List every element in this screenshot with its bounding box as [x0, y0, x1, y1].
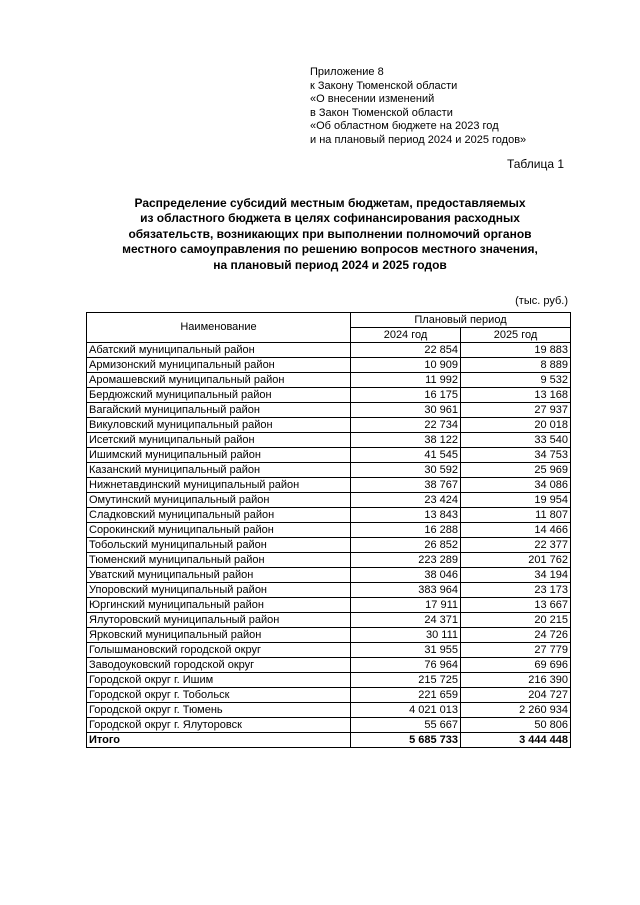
row-value-2025: 22 377 [461, 538, 571, 553]
row-value-2025: 27 937 [461, 403, 571, 418]
row-name: Ярковский муниципальный район [87, 628, 351, 643]
row-value-2024: 26 852 [351, 538, 461, 553]
unit-label: (тыс. руб.) [515, 295, 568, 307]
table-row [87, 493, 571, 508]
title-line: местного самоуправления по решению вопросов местного значения, [122, 242, 538, 257]
row-value-2024: 30 592 [351, 463, 461, 478]
row-value-2025: 11 807 [461, 508, 571, 523]
row-name: Голышмановский городской округ [87, 643, 351, 658]
row-name: Тюменский муниципальный район [87, 553, 351, 568]
row-value-2024: 4 021 013 [351, 703, 461, 718]
row-value-2025: 23 173 [461, 583, 571, 598]
row-name: Заводоуковский городской округ [87, 658, 351, 673]
appendix-line: и на плановый период 2024 и 2025 годов» [310, 133, 527, 146]
row-value-2025: 50 806 [461, 718, 571, 733]
row-value-2024: 221 659 [351, 688, 461, 703]
row-value-2024: 11 992 [351, 373, 461, 388]
table-row [87, 658, 571, 673]
row-value-2025: 8 889 [461, 358, 571, 373]
table-row [87, 343, 571, 358]
table-row [87, 373, 571, 388]
row-value-2024: 383 964 [351, 583, 461, 598]
title-line: на плановый период 2024 и 2025 годов [213, 257, 447, 272]
row-value-2024: 22 734 [351, 418, 461, 433]
row-value-2025: 216 390 [461, 673, 571, 688]
row-value-2024: 23 424 [351, 493, 461, 508]
row-name: Омутинский муниципальный район [87, 493, 351, 508]
row-name: Упоровский муниципальный район [87, 583, 351, 598]
row-value-2025: 33 540 [461, 433, 571, 448]
row-value-2025: 2 260 934 [461, 703, 571, 718]
table-row [87, 673, 571, 688]
table-row [87, 403, 571, 418]
header-period: Плановый период [351, 313, 571, 328]
row-value-2025: 24 726 [461, 628, 571, 643]
table-row [87, 508, 571, 523]
table-row [87, 598, 571, 613]
document-title [90, 196, 570, 273]
row-name: Бердюжский муниципальный район [87, 388, 351, 403]
row-name: Викуловский муниципальный район [87, 418, 351, 433]
row-value-2025: 13 667 [461, 598, 571, 613]
row-name: Городской округ г. Ишим [87, 673, 351, 688]
row-name: Городской округ г. Ялуторовск [87, 718, 351, 733]
table-row [87, 703, 571, 718]
row-name: Вагайский муниципальный район [87, 403, 351, 418]
title-line: из областного бюджета в целях софинансирования расходных [140, 211, 520, 226]
row-value-2025: 20 215 [461, 613, 571, 628]
row-value-2024: 17 911 [351, 598, 461, 613]
row-value-2024: 16 175 [351, 388, 461, 403]
row-value-2025: 9 532 [461, 373, 571, 388]
table-row [87, 628, 571, 643]
row-value-2025: 19 883 [461, 343, 571, 358]
row-name: Нижнетавдинский муниципальный район [87, 478, 351, 493]
row-value-2024: 31 955 [351, 643, 461, 658]
table-row [87, 358, 571, 373]
subsidy-table [86, 312, 571, 748]
row-value-2024: 38 767 [351, 478, 461, 493]
table-row [87, 418, 571, 433]
row-value-2024: 38 046 [351, 568, 461, 583]
table-row [87, 613, 571, 628]
row-value-2024: 16 288 [351, 523, 461, 538]
row-value-2024: 5 685 733 [351, 733, 461, 748]
row-value-2024: 223 289 [351, 553, 461, 568]
title-line: Распределение субсидий местным бюджетам, предоставляемых [134, 196, 526, 210]
row-value-2024: 215 725 [351, 673, 461, 688]
row-value-2025: 14 466 [461, 523, 571, 538]
appendix-line: в Закон Тюменской области [310, 106, 453, 119]
table-row [87, 478, 571, 493]
row-name: Городской округ г. Тюмень [87, 703, 351, 718]
row-name: Юргинский муниципальный район [87, 598, 351, 613]
appendix-line: «Об областном бюджете на 2023 год [310, 120, 499, 133]
table-row [87, 538, 571, 553]
table-row [87, 583, 571, 598]
row-value-2024: 10 909 [351, 358, 461, 373]
row-value-2024: 55 667 [351, 718, 461, 733]
row-value-2025: 204 727 [461, 688, 571, 703]
total-row [87, 733, 571, 748]
row-value-2025: 69 696 [461, 658, 571, 673]
row-name: Ишимский муниципальный район [87, 448, 351, 463]
table-row [87, 448, 571, 463]
row-value-2024: 24 371 [351, 613, 461, 628]
row-value-2025: 19 954 [461, 493, 571, 508]
row-name: Городской округ г. Тобольск [87, 688, 351, 703]
appendix-line: к Закону Тюменской области [310, 79, 458, 92]
row-value-2025: 34 753 [461, 448, 571, 463]
header-year-2024: 2024 год [351, 328, 461, 343]
row-name: Армизонский муниципальный район [87, 358, 351, 373]
row-value-2024: 22 854 [351, 343, 461, 358]
table-row [87, 388, 571, 403]
row-value-2025: 3 444 448 [461, 733, 571, 748]
row-value-2025: 27 779 [461, 643, 571, 658]
appendix-line: Приложение 8 [310, 66, 384, 78]
row-value-2025: 13 168 [461, 388, 571, 403]
row-name: Аромашевский муниципальный район [87, 373, 351, 388]
table-row [87, 568, 571, 583]
row-name: Ялуторовский муниципальный район [87, 613, 351, 628]
row-name: Уватский муниципальный район [87, 568, 351, 583]
table-row [87, 523, 571, 538]
title-line: обязательств, возникающих при выполнении полномочий органов [128, 226, 532, 241]
table-row [87, 688, 571, 703]
row-value-2024: 38 122 [351, 433, 461, 448]
row-name: Абатский муниципальный район [87, 343, 351, 358]
table-label: Таблица 1 [506, 157, 564, 171]
row-value-2025: 20 018 [461, 418, 571, 433]
row-value-2024: 13 843 [351, 508, 461, 523]
row-value-2025: 34 194 [461, 568, 571, 583]
row-name: Сладковский муниципальный район [87, 508, 351, 523]
table-row [87, 718, 571, 733]
row-name: Казанский муниципальный район [87, 463, 351, 478]
row-name: Сорокинский муниципальный район [87, 523, 351, 538]
appendix-line: «О внесении изменений [310, 93, 435, 106]
header-year-2025: 2025 год [461, 328, 571, 343]
header-name: Наименование [87, 313, 351, 343]
table-row [87, 463, 571, 478]
row-name: Тобольский муниципальный район [87, 538, 351, 553]
row-value-2024: 30 961 [351, 403, 461, 418]
table-row [87, 433, 571, 448]
row-value-2025: 34 086 [461, 478, 571, 493]
row-value-2025: 201 762 [461, 553, 571, 568]
appendix-block [310, 66, 526, 148]
row-name: Исетский муниципальный район [87, 433, 351, 448]
table-row [87, 643, 571, 658]
row-value-2024: 30 111 [351, 628, 461, 643]
table-row [87, 553, 571, 568]
row-value-2024: 76 964 [351, 658, 461, 673]
row-value-2024: 41 545 [351, 448, 461, 463]
row-name: Итого [87, 733, 351, 748]
row-value-2025: 25 969 [461, 463, 571, 478]
